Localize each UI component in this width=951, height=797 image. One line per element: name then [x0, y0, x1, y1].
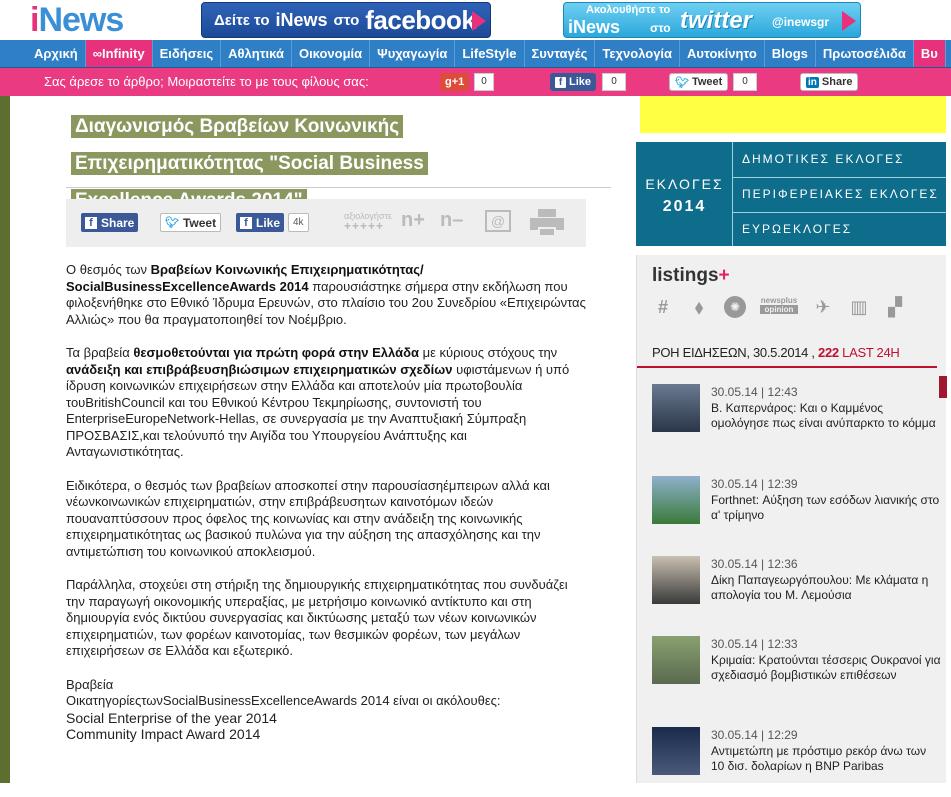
article-body: [66, 262, 586, 743]
news-thumbnail: [652, 556, 700, 604]
nav-item-blogs[interactable]: Blogs: [765, 40, 816, 67]
news-time: 12:36: [767, 557, 798, 571]
facebook-icon: f: [85, 217, 97, 229]
top-header: [0, 0, 951, 40]
elections-separator: [733, 212, 946, 213]
news-thumbnail: [652, 384, 700, 432]
news-item[interactable]: [652, 476, 942, 546]
news-date: 30.05.14: [711, 728, 758, 742]
elections-option-regional[interactable]: ΠΕΡΙΦΕΡΕΙΑΚΕΣ ΕΚΛΟΓΕΣ: [742, 187, 939, 201]
ticker-suffix: LAST 24H: [842, 345, 900, 360]
p1-bold: Βραβείων Κοινωνικής Επιχειρηματικότητας/ SocialBusinessExcellenceAwards 2014: [66, 262, 424, 294]
news-thumbnail: [652, 636, 700, 684]
facebook-banner[interactable]: [201, 2, 491, 38]
article-title-text: Διαγωνισμός Βραβείων Κοινωνικής Επιχειρηματικότητας "Social Business: [71, 115, 428, 212]
elections-option-municipal[interactable]: ΔΗΜΟΤΙΚΕΣ ΕΚΛΟΓΕΣ: [742, 152, 905, 166]
article-paragraph: [66, 262, 586, 328]
p2-bold-b: θεσμοθετούνται για πρώτη φορά στην Ελλάδα: [133, 345, 419, 360]
nav-item-home[interactable]: Αρχική: [27, 40, 86, 67]
elections-widget: [636, 142, 946, 246]
awards-list: [66, 677, 586, 743]
email-icon[interactable]: @: [485, 210, 511, 232]
linkedin-share-label: Share: [821, 76, 853, 88]
article-fb-like-button[interactable]: [236, 213, 284, 232]
news-meta: 30.05.14 | 12:39: [711, 477, 798, 491]
news-date: 30.05.14: [711, 637, 758, 651]
tw-banner-handle: @inewsgr: [772, 15, 830, 29]
article-toolbar: [66, 199, 586, 247]
font-smaller-button[interactable]: n–: [440, 209, 464, 231]
news-date: 30.05.14: [711, 557, 758, 571]
fb-banner-pre: Δείτε το: [214, 11, 270, 29]
linkedin-share-button[interactable]: [800, 73, 858, 91]
nav-item-lifestyle[interactable]: LifeStyle: [455, 40, 524, 67]
font-bigger-button[interactable]: n+: [401, 209, 425, 231]
nav-item-infinity[interactable]: ∞Infinity: [86, 40, 153, 67]
ticker-count: 222: [818, 345, 839, 360]
grid-icon[interactable]: ▥: [850, 297, 868, 317]
linkedin-icon: in: [808, 76, 817, 88]
logo-text: News: [38, 1, 124, 39]
fb-like-count: 0: [602, 73, 626, 91]
globe-icon[interactable]: ✺: [724, 296, 746, 318]
elections-year: 2014: [662, 198, 707, 215]
news-item[interactable]: [652, 636, 942, 706]
article-fb-share-button[interactable]: [81, 213, 138, 232]
news-date: 30.05.14: [711, 477, 758, 491]
tweet-count: 0: [733, 73, 757, 91]
yellow-ad-banner[interactable]: [640, 96, 946, 133]
twitter-bird-icon: 🐦︎: [165, 217, 179, 229]
opinion-text: opinion: [760, 305, 798, 314]
award-item: Social Enterprise of the year 2014: [66, 709, 277, 726]
news-item[interactable]: [652, 727, 942, 797]
listings-widget: [636, 255, 946, 783]
p2-text-a: Τα βραβεία: [66, 345, 134, 360]
hash-icon[interactable]: #: [657, 297, 668, 317]
tag-icon[interactable]: ⬧: [694, 297, 704, 317]
p1-text-a: Ο θεσμός των: [66, 262, 151, 277]
news-item[interactable]: [652, 384, 942, 454]
ticker-underline: [637, 366, 937, 368]
rate-stars: +++++: [344, 219, 385, 233]
listings-title-plus: +: [718, 265, 730, 286]
news-time: 12:33: [767, 637, 798, 651]
listings-title: [652, 265, 730, 287]
fb-like-label: Like: [569, 76, 592, 88]
news-date: 30.05.14: [711, 385, 758, 399]
fb-banner-mid: στο: [333, 11, 360, 29]
news-time: 12:39: [767, 477, 798, 491]
facebook-icon: f: [555, 77, 566, 88]
nav-item-recipes[interactable]: Συνταγές: [525, 40, 596, 67]
fb-banner-network: facebook: [365, 4, 476, 35]
twitter-banner[interactable]: [563, 2, 861, 38]
p1-text-c: παρουσιάστηκε σήμερα στην εκδήλωση που φιλοξενήθηκε στο Εθνικό Ίδρυμα Ερευνών, στο πλαίσιο του 2ου Συνεδρίου «Επιχειρώντας Αλλιώς» που θα πραγματοποιηθεί τον Νοέμβριο.: [66, 278, 586, 327]
news-time: 12:29: [767, 728, 798, 742]
news-meta: 30.05.14 | 12:33: [711, 637, 798, 651]
article-paragraph: [66, 345, 586, 461]
nav-item-news[interactable]: Ειδήσεις: [153, 40, 222, 67]
plane-icon[interactable]: ✈: [815, 297, 831, 317]
article-paragraph: Ειδικότερα, ο θεσμός των βραβείων αποσκοπεί στην παρουσίασηέμπειρων αλλά και νέωνκοινωνικών επιχειρηματιών, στην επιβράβευσητων καινοτόμων ιδεών πουαναπτύσσουν προς όφελος της κοινωνίας και στην ανάδειξη της κοινωνικής επιχειρηματικότητας ως βασικού πυλώνα για την αύξηση της απασχόλησης και την αντιμετώπιση του κοινωνικού αποκλεισμού.: [66, 477, 550, 559]
elections-label-box: [636, 142, 733, 246]
main-nav: [0, 40, 951, 68]
article-like-count: 4k: [288, 213, 309, 232]
news-meta: 30.05.14 | 12:29: [711, 728, 798, 742]
play-arrow-icon: [472, 11, 486, 31]
title-divider: [66, 187, 611, 188]
elections-label: ΕΚΛΟΓΕΣ: [645, 176, 724, 192]
news-meta: 30.05.14 | 12:36: [711, 557, 798, 571]
tw-banner-network: twitter: [680, 7, 752, 34]
twitter-bird-icon: 🐦︎: [675, 76, 689, 89]
fb-like-button[interactable]: [550, 73, 596, 91]
listings-category-icons: [652, 295, 942, 319]
news-thumbnail: [652, 727, 700, 775]
nav-item-entertainment[interactable]: Ψυχαγωγία: [370, 40, 455, 67]
news-meta: 30.05.14 | 12:43: [711, 385, 798, 399]
article-tweet-button[interactable]: [160, 213, 221, 232]
news-title[interactable]: Αντιμετώπη με πρόστιμο ρεκόρ άνω των 10 δισ. δολαρίων η BNP Paribas: [711, 744, 927, 773]
fb-banner-brand: iNews: [275, 9, 328, 30]
p2-text-c: με κύριους στόχους την: [418, 345, 558, 360]
nav-item-more[interactable]: Βυ: [914, 40, 946, 67]
tweet-label: Tweet: [691, 76, 723, 88]
gplus-count: 0: [474, 73, 494, 91]
award-item: Community Impact Award 2014: [66, 726, 261, 742]
rate-label: αξιολογήστε: [344, 211, 393, 221]
news-time: 12:43: [767, 385, 798, 399]
tw-banner-mid: στο: [650, 21, 671, 35]
article-title: [71, 103, 485, 214]
print-icon[interactable]: [530, 209, 564, 237]
nav-item-technology[interactable]: Τεχνολογία: [595, 40, 680, 67]
news-item[interactable]: [652, 556, 942, 626]
tweet-button[interactable]: [669, 73, 728, 91]
article-fb-share-label: Share: [101, 215, 135, 230]
puzzle-icon[interactable]: ▞: [888, 297, 902, 317]
article-fb-like-label: Like: [256, 215, 281, 230]
tw-banner-brand: iNews: [568, 17, 621, 37]
facebook-icon: f: [240, 217, 252, 229]
nav-item-economy[interactable]: Οικονομία: [292, 40, 370, 67]
p2-text-e: υφιστάμενων ή υπό ίδρυση κοινωνικών επιχειρήσεων στην Ελλάδα και αποτελούν μία πρωτοβουλία τουBritishCouncil και του Εθνικού Κέντρου Τεκμηρίωσης, συντονιστή του EnterpriseEuropeNetwork-Hellas, σε συνεργασία με την Αναπτυξιακή Σύμπραξη ΠΡΟΣΒΑΣΙΣ,και τελούνυπό την Αιγίδα του Υπουργείου Ανάπτυξης και Ανταγωνιστικότητας.: [66, 361, 570, 459]
left-page-edge: [0, 96, 10, 783]
inews-logo[interactable]: [30, 0, 123, 40]
listings-scroll-handle[interactable]: [939, 376, 947, 398]
article-tweet-label: Tweet: [182, 215, 217, 230]
newsplus-opinion-icon[interactable]: [760, 296, 798, 318]
nav-item-frontpages[interactable]: Πρωτοσέλιδα: [816, 40, 914, 67]
ticker-prefix: ΡΟΗ ΕΙΔΗΣΕΩΝ, 30.5.2014 ,: [652, 345, 815, 360]
news-thumbnail: [652, 476, 700, 524]
elections-separator: [733, 177, 946, 178]
logo-prefix: i: [30, 1, 39, 39]
newsplus-text: newsplus: [760, 296, 798, 305]
rate-widget[interactable]: [344, 211, 392, 231]
nav-item-sports[interactable]: Αθλητικά: [221, 40, 292, 67]
share-bar: [0, 68, 951, 96]
article-paragraph: Παράλληλα, στοχεύει στη στήριξη της δημιουργικής επιχειρηματικότητας που συνδυάζει την παραγωγή οικονομικής υπεραξίας, με μετρήσιμο κοινωνικό αντίκτυπο και στη δημιουργία ενός δικτύου συνεργασίας και δικτύωσης μεταξύ των νέων κοινωνικών επιχειρηματιών, των φορέων καινοτομίας, των θεσμικών φορέων, των μεγάλων επιχειρήσεων σε Ελλάδα και εξωτερικό.: [66, 577, 568, 658]
news-title[interactable]: Κριμαία: Κρατούνται τέσσερις Ουκρανοί για σχεδιασμό βομβιστικών επιθέσεων: [711, 653, 941, 682]
news-ticker[interactable]: [652, 345, 900, 360]
play-arrow-icon: [842, 11, 856, 31]
tw-banner-line1: Ακολουθήστε το: [586, 4, 671, 16]
awards-intro: ΟικατηγορίεςτωνSocialBusinessExcellenceAwards 2014 είναι οι ακόλουθες:: [66, 693, 501, 708]
awards-heading: Βραβεία: [66, 676, 114, 692]
gplus-button[interactable]: g+1: [440, 73, 469, 91]
news-title[interactable]: Β. Καπερνάρος: Και ο Καμμένος ομολόγησε πως είναι ανύπαρκτο το κόμμα: [711, 401, 936, 430]
share-message: Σας άρεσε το άρθρο; Μοιραστείτε το με τους φίλους σας:: [44, 74, 369, 89]
p2-bold-d: ανάδειξη και επιβράβευσηβιώσιμων επιχειρηματικών σχεδίων: [66, 361, 453, 377]
nav-item-auto[interactable]: Αυτοκίνητο: [680, 40, 765, 67]
news-title[interactable]: Δίκη Παπαγεωργόπουλου: Με κλάματα η απολογία του Μ. Λεμούσια: [711, 573, 929, 602]
elections-option-european[interactable]: ΕΥΡΩΕΚΛΟΓΕΣ: [742, 222, 853, 236]
listings-title-text: listings: [652, 265, 719, 286]
news-title[interactable]: Forthnet: Αύξηση των εσόδων λιανικής στο α' τρίμηνο: [711, 493, 940, 522]
